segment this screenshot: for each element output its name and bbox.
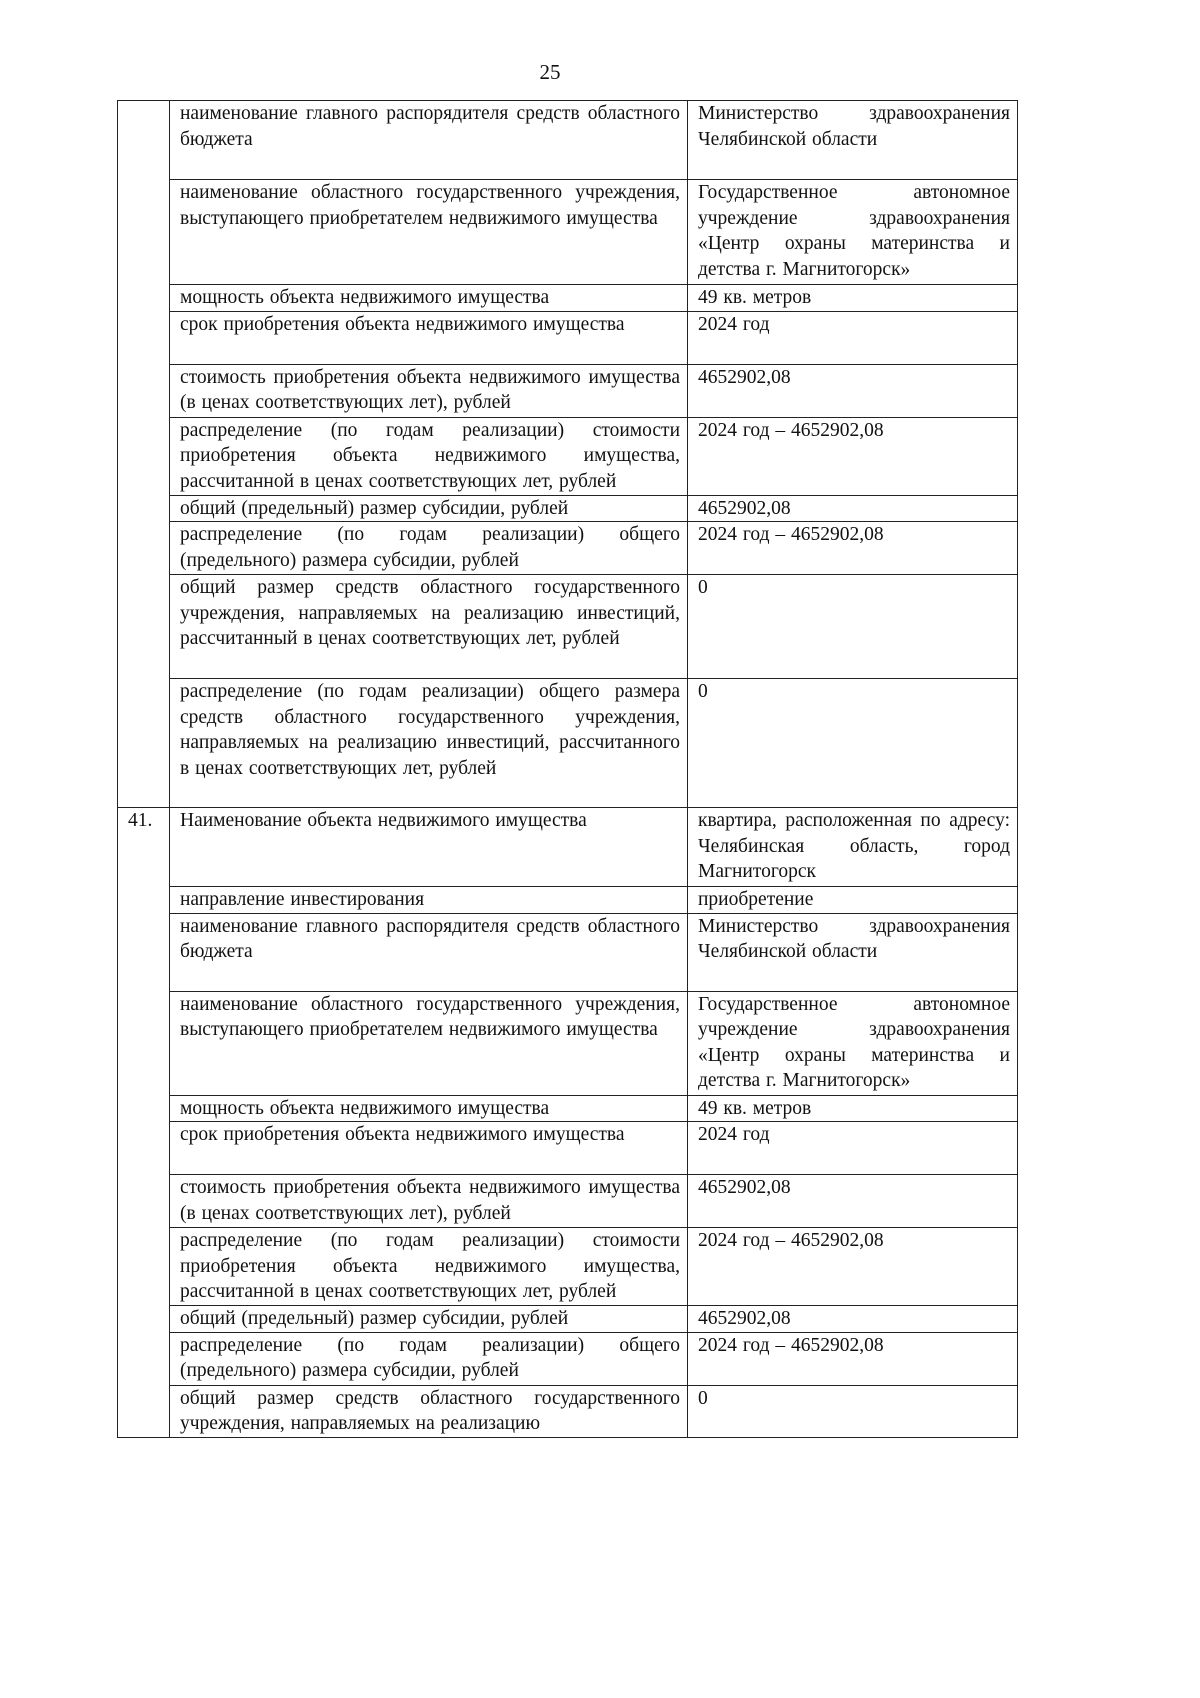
table-row xyxy=(118,991,1018,1095)
value-cell: 4652902,08 xyxy=(688,1306,1018,1333)
label-cell: срок приобретения объекта недвижимого имущества xyxy=(170,311,688,364)
table-row xyxy=(118,495,1018,522)
label-cell: общий (предельный) размер субсидии, рублей xyxy=(170,495,688,522)
label-cell: Наименование объекта недвижимого имущества xyxy=(170,808,688,887)
label-cell: общий (предельный) размер субсидии, рублей xyxy=(170,1306,688,1333)
value-cell: 0 xyxy=(688,575,1018,679)
label-cell: мощность объекта недвижимого имущества xyxy=(170,285,688,312)
value-cell: Министерство здравоохранения Челябинской области xyxy=(688,913,1018,991)
page-number: 25 xyxy=(539,60,561,84)
table-row xyxy=(118,417,1018,495)
row-number-cell xyxy=(118,101,170,808)
table-row xyxy=(118,101,1018,180)
label-cell: срок приобретения объекта недвижимого имущества xyxy=(170,1122,688,1175)
value-cell: 49 кв. метров xyxy=(688,285,1018,312)
value-cell: 2024 год – 4652902,08 xyxy=(688,522,1018,575)
table-row xyxy=(118,679,1018,808)
label-cell: общий размер средств областного государственного учреждения, направляемых на реализацию xyxy=(170,1385,688,1437)
label-cell: стоимость приобретения объекта недвижимого имущества (в ценах соответствующих лет), рублей xyxy=(170,1175,688,1228)
table-row xyxy=(118,1306,1018,1333)
value-cell: 4652902,08 xyxy=(688,495,1018,522)
value-cell: приобретение xyxy=(688,887,1018,914)
table-row xyxy=(118,913,1018,991)
value-cell: квартира, расположенная по адресу: Челябинская область, город Магнитогорск xyxy=(688,808,1018,887)
value-cell: 2024 год – 4652902,08 xyxy=(688,417,1018,495)
value-cell: 49 кв. метров xyxy=(688,1095,1018,1122)
value-cell: 2024 год – 4652902,08 xyxy=(688,1228,1018,1306)
table-row xyxy=(118,522,1018,575)
label-cell: общий размер средств областного государственного учреждения, направляемых на реализацию инвестиций, рассчитанный в ценах соответствующих лет, рублей xyxy=(170,575,688,679)
label-cell: распределение (по годам реализации) общего (предельного) размера субсидии, рублей xyxy=(170,522,688,575)
table-row xyxy=(118,364,1018,417)
table-row xyxy=(118,180,1018,285)
label-cell: направление инвестирования xyxy=(170,887,688,914)
value-cell: Государственное автономное учреждение здравоохранения «Центр охраны материнства и детства г. Магнитогорск» xyxy=(688,180,1018,285)
value-cell: 2024 год xyxy=(688,311,1018,364)
label-cell: наименование областного государственного учреждения, выступающего приобретателем недвижимого имущества xyxy=(170,180,688,285)
label-cell: наименование главного распорядителя средств областного бюджета xyxy=(170,913,688,991)
label-cell: распределение (по годам реализации) стоимости приобретения объекта недвижимого имущества, рассчитанной в ценах соответствующих лет, рублей xyxy=(170,1228,688,1306)
table-row xyxy=(118,1332,1018,1385)
table-row xyxy=(118,1095,1018,1122)
table-row xyxy=(118,285,1018,312)
label-cell: распределение (по годам реализации) общего (предельного) размера субсидии, рублей xyxy=(170,1332,688,1385)
table-row xyxy=(118,1175,1018,1228)
label-cell: распределение (по годам реализации) стоимости приобретения объекта недвижимого имущества, рассчитанной в ценах соответствующих лет, рублей xyxy=(170,417,688,495)
value-cell: 4652902,08 xyxy=(688,364,1018,417)
label-cell: мощность объекта недвижимого имущества xyxy=(170,1095,688,1122)
table-row xyxy=(118,1385,1018,1437)
label-cell: распределение (по годам реализации) общего размера средств областного государственного учреждения, направляемых на реализацию инвестиций, рассчитанного в ценах соответствующих лет, рублей xyxy=(170,679,688,808)
table-row xyxy=(118,887,1018,914)
value-cell: 0 xyxy=(688,679,1018,808)
table-row xyxy=(118,311,1018,364)
investment-objects-table xyxy=(117,100,1018,1438)
value-cell: Государственное автономное учреждение здравоохранения «Центр охраны материнства и детства г. Магнитогорск» xyxy=(688,991,1018,1095)
row-number-cell: 41. xyxy=(118,808,170,1438)
table-row xyxy=(118,1122,1018,1175)
table-row xyxy=(118,1228,1018,1306)
value-cell: Министерство здравоохранения Челябинской области xyxy=(688,101,1018,180)
value-cell: 2024 год – 4652902,08 xyxy=(688,1332,1018,1385)
table-row xyxy=(118,808,1018,887)
value-cell: 4652902,08 xyxy=(688,1175,1018,1228)
label-cell: наименование главного распорядителя средств областного бюджета xyxy=(170,101,688,180)
value-cell: 0 xyxy=(688,1385,1018,1437)
label-cell: стоимость приобретения объекта недвижимого имущества (в ценах соответствующих лет), рублей xyxy=(170,364,688,417)
table-row xyxy=(118,575,1018,679)
value-cell: 2024 год xyxy=(688,1122,1018,1175)
label-cell: наименование областного государственного учреждения, выступающего приобретателем недвижимого имущества xyxy=(170,991,688,1095)
